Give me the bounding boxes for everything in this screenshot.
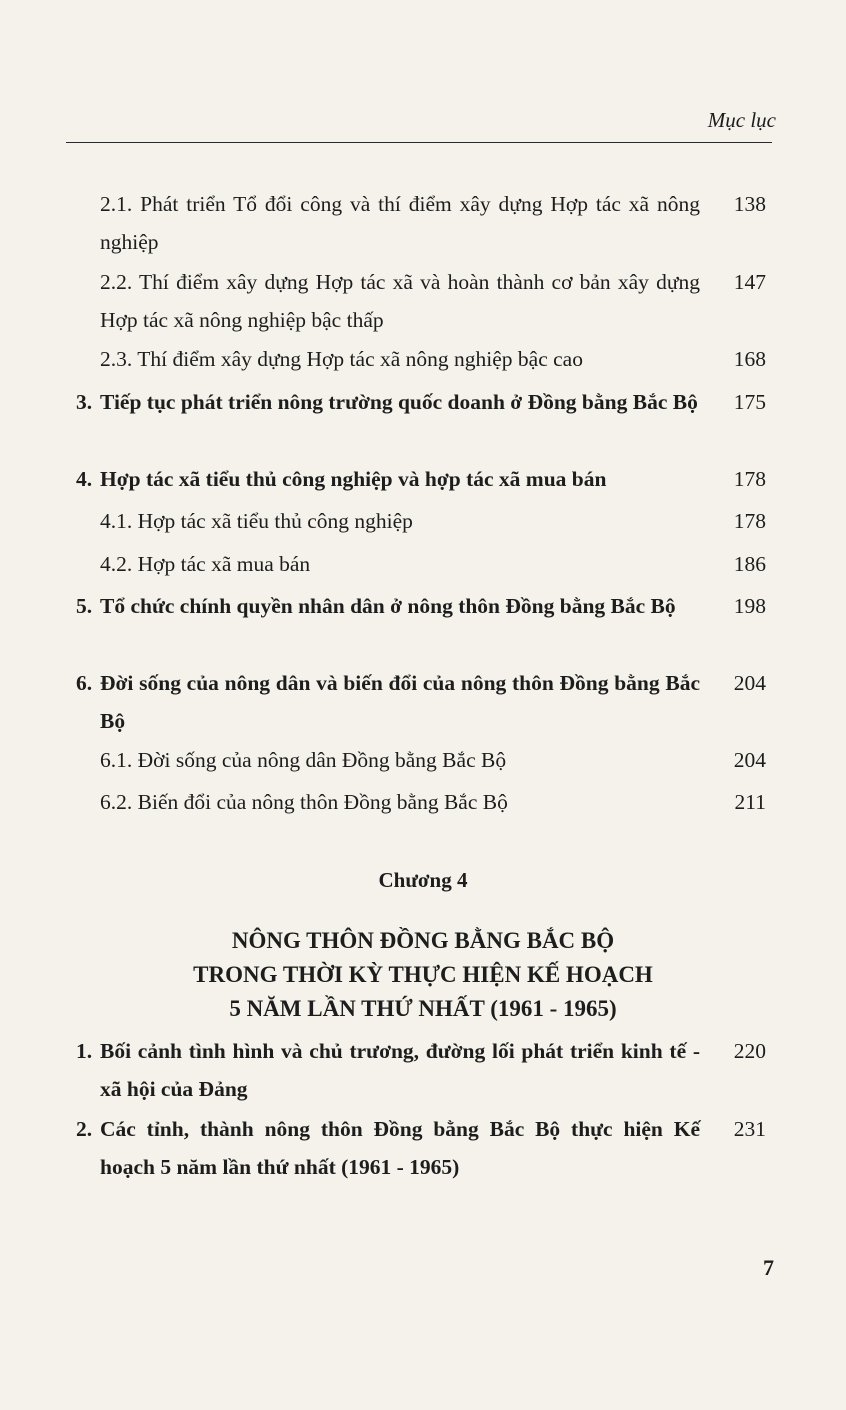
chapter-title-line: 5 NĂM LẦN THỨ NHẤT (1961 - 1965) (229, 996, 617, 1021)
toc-entry-page: 178 (733, 509, 766, 533)
toc-entry-number: 1. (76, 1039, 93, 1063)
toc-entry-text: Các tỉnh, thành nông thôn Đồng bằng Bắc Bộ thực hiện Kế hoạch 5 năm lần thứ nhất (1961 - 1965) (100, 1117, 700, 1179)
toc-entry-number: 4. (76, 467, 93, 491)
header-rule (66, 142, 772, 143)
running-header-title: Mục lục (707, 108, 776, 132)
toc-entry-page: 168 (733, 347, 766, 371)
toc-entry-page: 138 (733, 192, 766, 216)
toc-entry-text: Bối cảnh tình hình và chủ trương, đường lối phát triển kinh tế - xã hội của Đảng (100, 1039, 700, 1101)
toc-entry (76, 1032, 766, 1108)
page-number: 7 (763, 1255, 774, 1280)
toc-entry-text: 2.1. Phát triển Tổ đổi công và thí điểm xây dựng Hợp tác xã nông nghiệp (100, 192, 700, 254)
toc-entry (100, 185, 766, 261)
toc-entry-page: 186 (733, 552, 766, 576)
toc-entry-page: 178 (733, 467, 766, 491)
chapter-title-line: TRONG THỜI KỲ THỰC HIỆN KẾ HOẠCH (193, 962, 653, 987)
toc-entry-page: 211 (734, 790, 766, 814)
chapter-label: Chương 4 (378, 868, 468, 892)
toc-entry-page: 204 (733, 748, 766, 772)
toc-entry (100, 545, 766, 583)
toc-entry (76, 383, 766, 421)
toc-entry-page: 198 (733, 594, 766, 618)
toc-entry-number: 2. (76, 1117, 93, 1141)
toc-entry-page: 175 (733, 390, 766, 414)
toc-entry-text: Đời sống của nông dân và biến đổi của nông thôn Đồng bằng Bắc Bộ (100, 671, 700, 733)
toc-entry (100, 783, 766, 821)
toc-entry-page: 147 (733, 270, 766, 294)
toc-entry-number: 5. (76, 594, 93, 618)
toc-entry-text: 2.2. Thí điểm xây dựng Hợp tác xã và hoàn thành cơ bản xây dựng Hợp tác xã nông nghiệp bậc thấp (100, 270, 700, 332)
toc-entry-text: Tổ chức chính quyền nhân dân ở nông thôn Đồng bằng Bắc Bộ (100, 594, 676, 618)
toc-entry-page: 220 (733, 1039, 766, 1063)
toc-entry (100, 741, 766, 779)
toc-entry (100, 340, 766, 378)
toc-entry (76, 460, 766, 498)
toc-entry-text: Hợp tác xã tiểu thủ công nghiệp và hợp tác xã mua bán (100, 467, 607, 491)
toc-entry-number: 3. (76, 390, 93, 414)
toc-entry-text: 6.2. Biến đổi của nông thôn Đồng bằng Bắc Bộ (100, 790, 508, 814)
toc-entry (76, 1110, 766, 1186)
toc-entry (76, 587, 766, 625)
toc-entry (100, 502, 766, 540)
toc-entry (76, 664, 766, 740)
toc-entry-text: 6.1. Đời sống của nông dân Đồng bằng Bắc Bộ (100, 748, 507, 772)
toc-entry-text: 2.3. Thí điểm xây dựng Hợp tác xã nông nghiệp bậc cao (100, 347, 583, 371)
toc-entry-page: 231 (733, 1117, 766, 1141)
toc-entry-text: 4.2. Hợp tác xã mua bán (100, 552, 311, 576)
chapter-title-line: NÔNG THÔN ĐỒNG BẰNG BẮC BỘ (231, 928, 615, 953)
toc-entry-number: 6. (76, 671, 93, 695)
toc-entry (100, 263, 766, 339)
toc-entry-page: 204 (733, 671, 766, 695)
toc-entry-text: Tiếp tục phát triển nông trường quốc doanh ở Đồng bằng Bắc Bộ (100, 390, 698, 414)
toc-entry-text: 4.1. Hợp tác xã tiểu thủ công nghiệp (100, 509, 413, 533)
